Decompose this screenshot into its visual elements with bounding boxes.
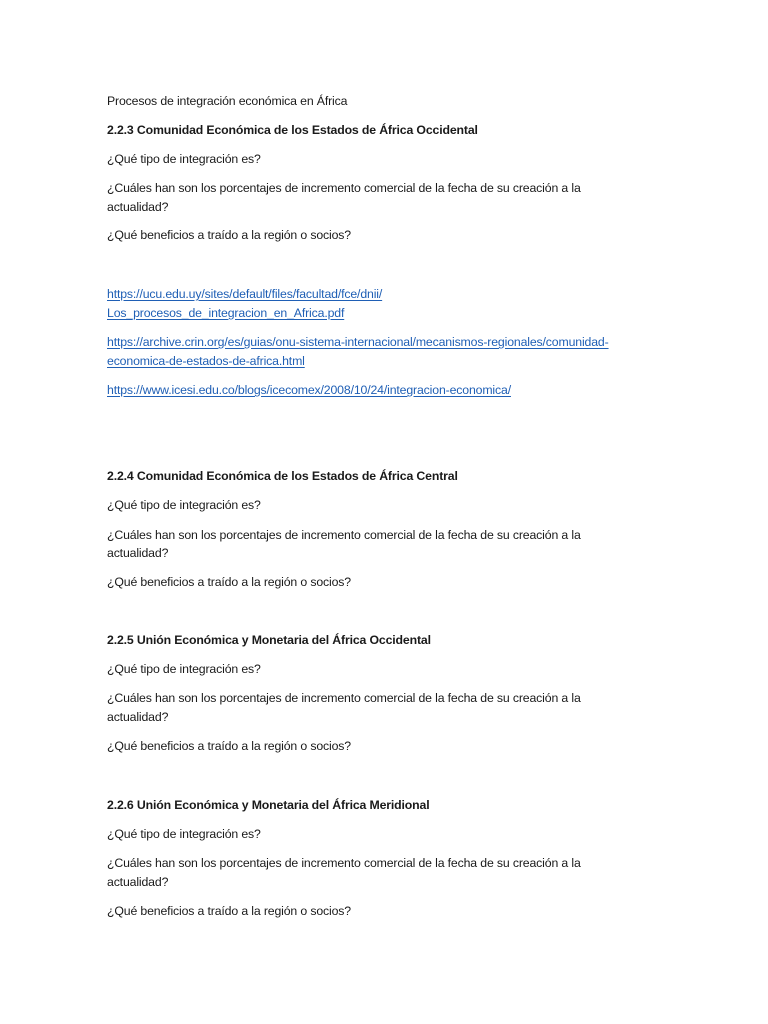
question-trade-increase-line1: ¿Cuáles han son los porcentajes de incremento comercial de la fecha de su creación a la xyxy=(107,856,581,870)
link-ucu-pdf-line1[interactable]: https://ucu.edu.uy/sites/default/files/facultad/fce/dnii/ xyxy=(107,287,383,301)
question-trade-increase-line1: ¿Cuáles han son los porcentajes de incremento comercial de la fecha de su creación a la xyxy=(107,181,581,195)
link-crin-archive-line2[interactable]: economica-de-estados-de-africa.html xyxy=(107,354,305,368)
question-benefits: ¿Qué beneficios a traído a la región o socios? xyxy=(107,739,351,753)
question-trade-increase-line2: actualidad? xyxy=(107,200,169,214)
question-integration-type: ¿Qué tipo de integración es? xyxy=(107,498,261,512)
question-trade-increase-line1: ¿Cuáles han son los porcentajes de incremento comercial de la fecha de su creación a la xyxy=(107,528,581,542)
question-trade-increase-line2: actualidad? xyxy=(107,546,169,560)
question-benefits: ¿Qué beneficios a traído a la región o socios? xyxy=(107,228,351,242)
document-title: Procesos de integración económica en África xyxy=(107,94,348,108)
link-crin-archive-line1[interactable]: https://archive.crin.org/es/guias/onu-sistema-internacional/mecanismos-regionales/comunidad- xyxy=(107,335,609,349)
section-heading-2-2-3: 2.2.3 Comunidad Económica de los Estados de África Occidental xyxy=(107,123,478,137)
section-heading-2-2-6: 2.2.6 Unión Económica y Monetaria del África Meridional xyxy=(107,798,430,812)
question-integration-type: ¿Qué tipo de integración es? xyxy=(107,662,261,676)
question-benefits: ¿Qué beneficios a traído a la región o socios? xyxy=(107,904,351,918)
question-benefits: ¿Qué beneficios a traído a la región o socios? xyxy=(107,575,351,589)
question-integration-type: ¿Qué tipo de integración es? xyxy=(107,827,261,841)
question-trade-increase-line2: actualidad? xyxy=(107,875,169,889)
link-ucu-pdf[interactable] xyxy=(107,285,667,323)
question-integration-type: ¿Qué tipo de integración es? xyxy=(107,152,261,166)
question-trade-increase-line1: ¿Cuáles han son los porcentajes de incremento comercial de la fecha de su creación a la xyxy=(107,691,581,705)
link-icesi-blog-line1[interactable]: https://www.icesi.edu.co/blogs/icecomex/2008/10/24/integracion-economica/ xyxy=(107,383,511,397)
section-heading-2-2-4: 2.2.4 Comunidad Económica de los Estados de África Central xyxy=(107,469,458,483)
question-trade-increase-line2: actualidad? xyxy=(107,710,169,724)
link-ucu-pdf-line2[interactable]: Los_procesos_de_integracion_en_Africa.pdf xyxy=(107,306,345,320)
link-icesi-blog[interactable] xyxy=(107,381,667,400)
link-crin-archive[interactable] xyxy=(107,333,667,371)
section-heading-2-2-5: 2.2.5 Unión Económica y Monetaria del África Occidental xyxy=(107,633,431,647)
